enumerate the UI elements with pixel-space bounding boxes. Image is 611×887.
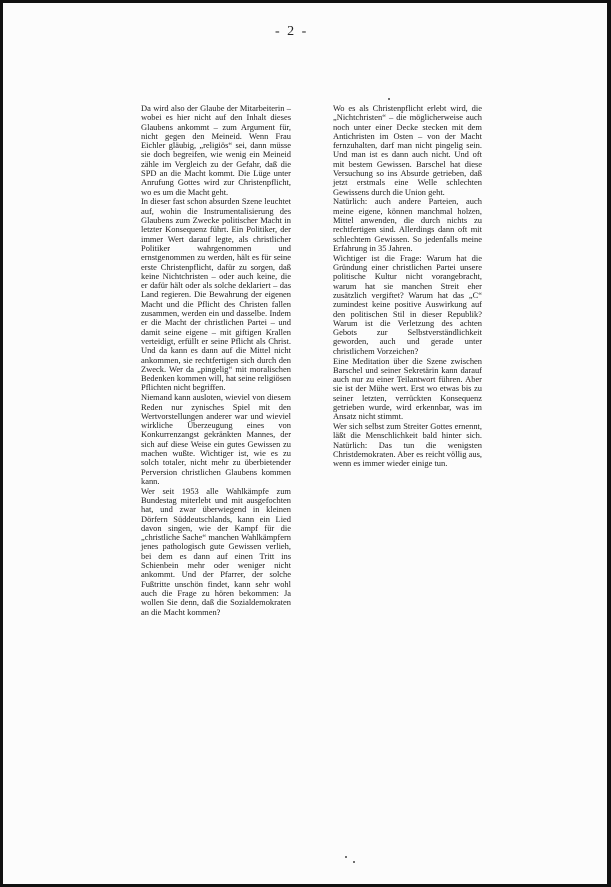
paragraph: In dieser fast schon absurden Szene leuchtet auf, wohin die Instrumentalisierung des Glaubens zum Zwecke politischer Macht in letzter Konsequenz führt. Ein Politiker, der immer Wert darauf legte, als christlicher Politiker wahrgenommen und ernstgenommen zu werden, hält es für seine erste Christenpflicht, dafür zu sorgen, daß keine Nichtchristen – oder auch keine, die er dafür hält oder als solche deklariert – das Land regieren. Die Bewahrung der eigenen Macht und die Pflicht des Christen fallen zusammen, werden ein und dasselbe. Indem er die Macht der christlichen Partei – und damit seine eigene – mit giftigen Krallen verteidigt, erfüllt er seine Pflicht als Christ. Und da kann es dann auf die Mittel nicht ankommen, sie rechtfertigen sich durch den Zweck. Wer da „pingelig“ mit moralischen Bedenken kommen will, hat seine religiösen Pflichten nicht begriffen. bbox=[141, 196, 291, 393]
page-number: - 2 - bbox=[275, 24, 309, 39]
left-column bbox=[141, 104, 291, 617]
paragraph: Natürlich: auch andere Parteien, auch meine eigene, können manchmal holzen, Mittel anwenden, die durch nichts zu rechtfertigen sind. Allerdings dann oft mit schlechtem Gewissen. So jedenfalls meine Erfahrung in 35 Jahren. bbox=[333, 196, 482, 253]
scan-speck bbox=[388, 98, 390, 100]
paragraph: Wo es als Christenpflicht erlebt wird, die „Nichtchristen“ – die möglicherweise auch noch unter einer Decke stecken mit dem Antichristen im Osten – von der Macht fernzuhalten, darf man nicht pingelig sein. Und man ist es dann auch nicht. Und oft mit bestem Gewissen. Barschel hat diese Versuchung so ins Absurde getrieben, daß jetzt erstmals eine Welle schlechten Gewissens durch die Union geht. bbox=[333, 103, 482, 197]
paragraph: Da wird also der Glaube der Mitarbeiterin – wobei es hier nicht auf den Inhalt dieses Glaubens ankommt – zum Argument für, nicht gegen den Meineid. Wenn Frau Eichler gläubig, „religiös“ sei, dann müsse sie doch begreifen, wie wenig ein Meineid zähle im Vergleich zu der Gefahr, daß die SPD an die Macht kommt. Die Lüge unter Anrufung Gottes wird zur Christenpflicht, wo es um die Macht geht. bbox=[141, 103, 291, 197]
paragraph: Wer sich selbst zum Streiter Gottes ernennt, läßt die Menschlichkeit bald hinter sich. Natürlich: Das tun die wenigsten Christdemokraten. Aber es reicht völlig aus, wenn es immer wieder einige tun. bbox=[333, 421, 482, 469]
paragraph: Eine Meditation über die Szene zwischen Barschel und seiner Sekretärin kann darauf auch nur zu einer Teilantwort führen. Aber sie ist der Mühe wert. Erst wo etwas bis zu seiner letzten, verrückten Konsequenz getrieben wurde, wird erkennbar, was im Ansatz nicht stimmt. bbox=[333, 355, 482, 422]
paragraph: Wichtiger ist die Frage: Warum hat die Gründung einer christlichen Partei unsere politische Kultur nicht vorangebracht, warum hat sie manchen Streit eher zusätzlich vergiftet? Warum hat das „C“ zumindest keine positive Auswirkung auf den politischen Stil in dieser Republik? Warum ist die Verletzung des achten Gebots zur Selbstverständlichkeit geworden, auch und gerade unter christlichem Vorzeichen? bbox=[333, 252, 482, 356]
paragraph: Niemand kann ausloten, wieviel von diesem Reden nur zynisches Spiel mit den Wertvorstellungen anderer war und wieviel wirkliche Überzeugung eines von Konkurrenzangst gekränkten Mannes, der sich auf diese Weise ein gutes Gewissen zu machen wußte. Wichtiger ist, wie es zu solch totaler, nicht mehr zu überbietender Perversion christlichen Glaubens kommen kann. bbox=[141, 392, 291, 486]
paragraph: Wer seit 1953 alle Wahlkämpfe zum Bundestag miterlebt und mit ausgefochten hat, und zwar überwiegend in kleinen Dörfern Süddeutschlands, kann ein Lied davon singen, wie der Kampf für die „christliche Sache“ manchen Wahlkämpfern jenes pathologisch gute Gewissen verlieh, bei dem es dann auf einen Tritt ins Schienbein mehr oder weniger nicht ankommt. Und der Pfarrer, der solche Fußtritte unschön findet, kann sehr wohl auch die Frage zu hören bekommen: Ja wollen Sie denn, daß die Sozialdemokraten an die Macht kommen? bbox=[141, 485, 291, 617]
scan-speck bbox=[345, 856, 347, 858]
scan-speck bbox=[353, 861, 355, 863]
right-column bbox=[333, 104, 482, 469]
